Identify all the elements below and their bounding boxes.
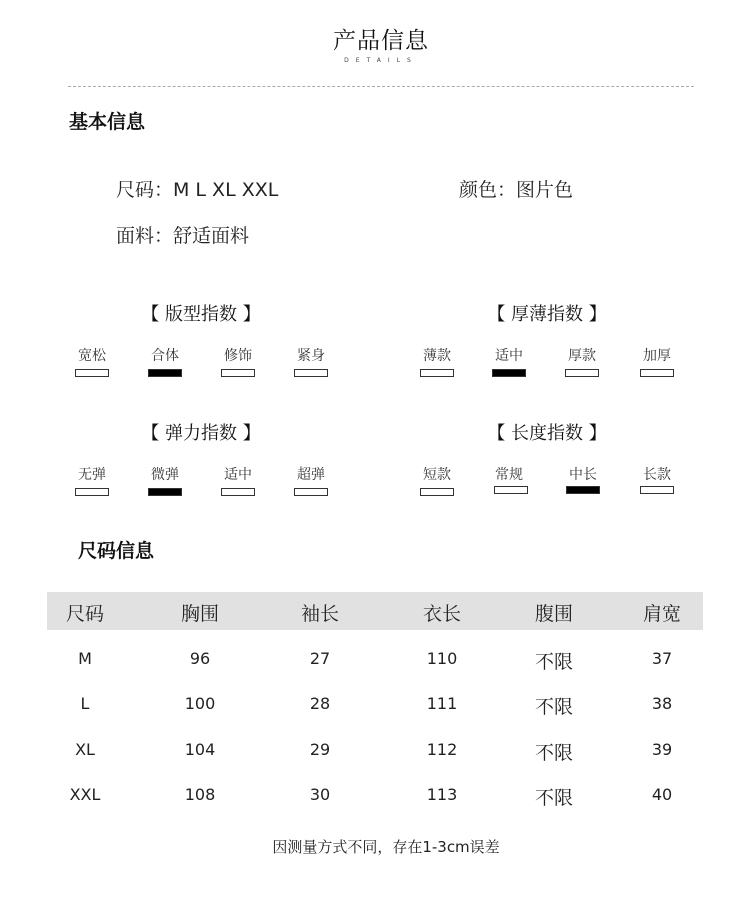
fit-indicator-box — [221, 369, 255, 377]
length-option-label: 常规 — [495, 467, 523, 483]
table-cell: 不限 — [534, 696, 573, 718]
size-info-heading: 尺码信息 — [78, 540, 155, 562]
measurement-footnote: 因测量方式不同，存在1-3cm误差 — [272, 838, 500, 856]
thickness-indicator-box — [565, 369, 599, 377]
column-header: 胸围 — [180, 603, 219, 625]
basic-info-heading: 基本信息 — [69, 111, 146, 133]
table-cell: M — [78, 649, 92, 668]
divider — [68, 86, 694, 87]
table-cell: L — [80, 694, 90, 713]
thickness-option-label: 薄款 — [423, 348, 451, 364]
fit-indicator-box — [294, 369, 328, 377]
table-cell: 39 — [651, 740, 673, 759]
table-cell: 38 — [651, 694, 673, 713]
thickness-option-label: 适中 — [495, 348, 523, 364]
elasticity-option-label: 无弹 — [78, 467, 106, 483]
fit-option-label: 修饰 — [224, 348, 252, 364]
fabric-line: 面料：舒适面料 — [116, 225, 250, 247]
column-header: 肩宽 — [642, 603, 681, 625]
table-cell: 30 — [309, 785, 331, 804]
column-header: 衣长 — [422, 603, 461, 625]
table-cell: XL — [75, 740, 95, 759]
elasticity-option-label: 适中 — [224, 467, 252, 483]
table-cell: 104 — [184, 740, 216, 759]
length-indicator-box — [566, 486, 600, 494]
fit-option-label: 宽松 — [78, 348, 106, 364]
thickness-indicator-box — [420, 369, 454, 377]
elasticity-option-label: 超弹 — [297, 467, 325, 483]
table-cell: 不限 — [534, 651, 573, 673]
length-indicator-box — [420, 488, 454, 496]
table-header — [47, 592, 703, 630]
elasticity-indicator-box — [221, 488, 255, 496]
table-cell: 29 — [309, 740, 331, 759]
fit-indicator-box — [75, 369, 109, 377]
page-subtitle: DETAILS — [344, 57, 418, 64]
fit-option-label: 紧身 — [297, 348, 325, 364]
table-cell: 111 — [426, 694, 458, 713]
elasticity-option-label: 微弹 — [151, 467, 179, 483]
length-option-label: 短款 — [423, 467, 451, 483]
fit-option-label: 合体 — [151, 348, 179, 364]
elasticity-indicator-box — [148, 488, 182, 496]
table-cell: 27 — [309, 649, 331, 668]
thickness-indicator-box — [640, 369, 674, 377]
table-cell: 96 — [189, 649, 211, 668]
thickness-index-title: 【 厚薄指数 】 — [487, 304, 607, 325]
column-header: 袖长 — [300, 603, 339, 625]
table-cell: 108 — [184, 785, 216, 804]
size-line: 尺码：M L XL XXL — [116, 179, 279, 201]
length-option-label: 长款 — [643, 467, 671, 483]
table-cell: 不限 — [534, 787, 573, 809]
fit-indicator-box — [148, 369, 182, 377]
table-cell: XXL — [69, 785, 101, 804]
thickness-indicator-box — [492, 369, 526, 377]
table-cell: 40 — [651, 785, 673, 804]
table-cell: 112 — [426, 740, 458, 759]
thickness-option-label: 厚款 — [568, 348, 596, 364]
length-indicator-box — [640, 486, 674, 494]
elasticity-indicator-box — [294, 488, 328, 496]
elasticity-index-title: 【 弹力指数 】 — [141, 423, 261, 444]
thickness-option-label: 加厚 — [643, 348, 671, 364]
table-cell: 113 — [426, 785, 458, 804]
table-cell: 不限 — [534, 742, 573, 764]
length-option-label: 中长 — [569, 467, 597, 483]
column-header: 腹围 — [534, 603, 573, 625]
table-cell: 28 — [309, 694, 331, 713]
page-title: 产品信息 — [333, 28, 429, 54]
table-cell: 100 — [184, 694, 216, 713]
table-cell: 37 — [651, 649, 673, 668]
length-indicator-box — [494, 486, 528, 494]
column-header: 尺码 — [65, 603, 104, 625]
color-line: 颜色：图片色 — [459, 179, 574, 201]
elasticity-indicator-box — [75, 488, 109, 496]
table-cell: 110 — [426, 649, 458, 668]
fit-index-title: 【 版型指数 】 — [141, 304, 261, 325]
length-index-title: 【 长度指数 】 — [487, 423, 607, 444]
